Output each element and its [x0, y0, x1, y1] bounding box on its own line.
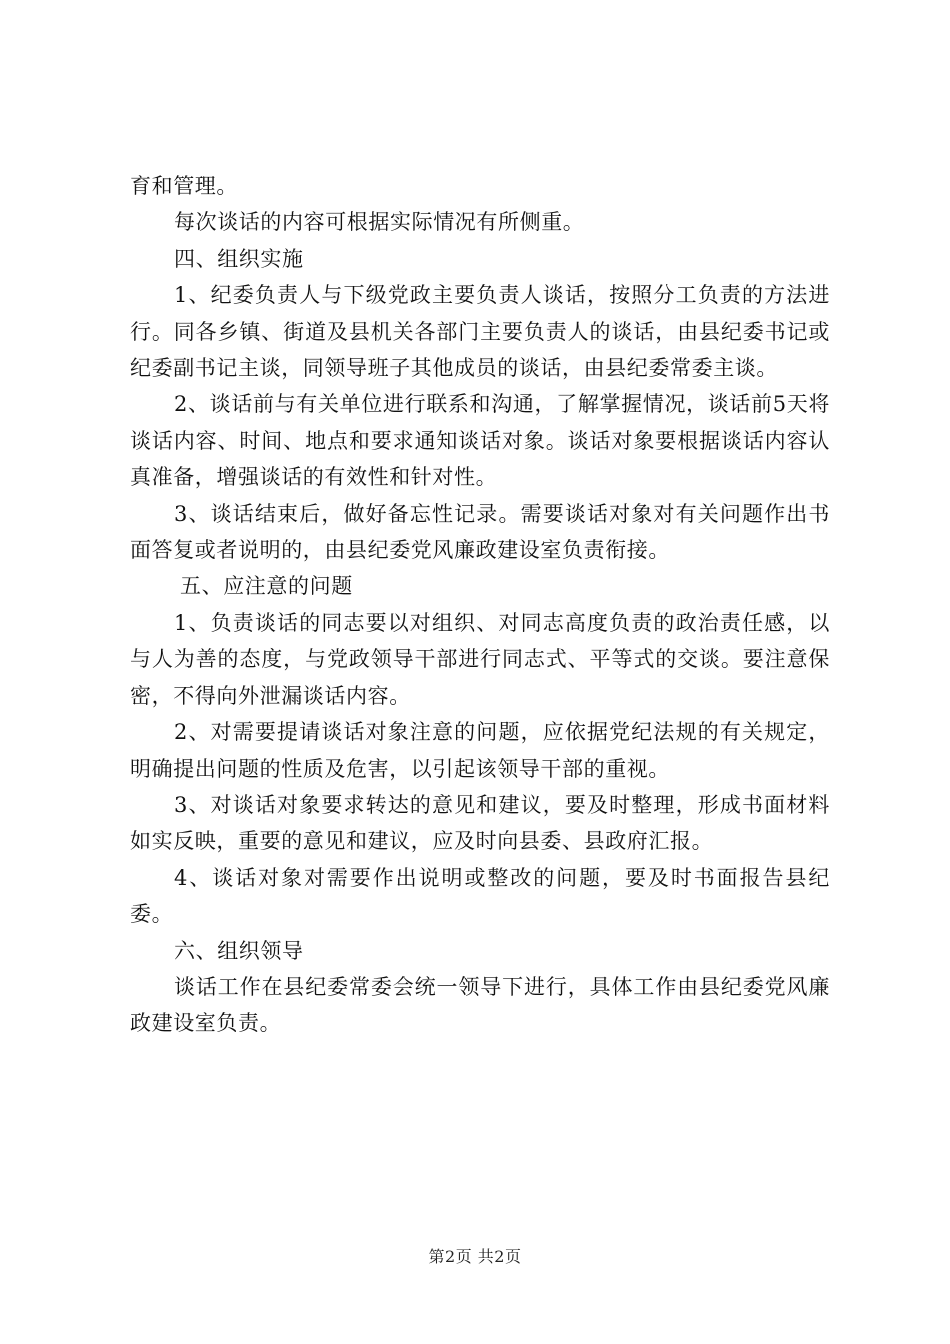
paragraph: 3、谈话结束后，做好备忘性记录。需要谈话对象对有关问题作出书面答复或者说明的，由县纪委党风廉政建设室负责衔接。	[130, 501, 830, 563]
section-heading: 六、组织领导	[174, 938, 304, 963]
document-body	[130, 168, 830, 1042]
paragraph: 谈话工作在县纪委常委会统一领导下进行，具体工作由县纪委党风廉政建设室负责。	[130, 974, 830, 1036]
paragraph: 1、负责谈话的同志要以对组织、对同志高度负责的政治责任感，以与人为善的态度，与党政领导干部进行同志式、平等式的交谈。要注意保密，不得向外泄漏谈话内容。	[130, 610, 830, 708]
paragraph: 每次谈话的内容可根据实际情况有所侧重。	[174, 210, 585, 235]
paragraph: 4、谈话对象对需要作出说明或整改的问题，要及时书面报告县纪委。	[130, 865, 830, 927]
section-heading: 四、组织实施	[174, 246, 304, 271]
paragraph: 3、对谈话对象要求转达的意见和建议，要及时整理，形成书面材料如实反映，重要的意见和建议，应及时向县委、县政府汇报。	[130, 792, 830, 854]
paragraph: 2、谈话前与有关单位进行联系和沟通，了解掌握情况，谈话前5天将谈话内容、时间、地点和要求通知谈话对象。谈话对象要根据谈话内容认真准备，增强谈话的有效性和针对性。	[130, 392, 830, 490]
paragraph-continuation: 育和管理。	[130, 174, 238, 198]
page-number-footer: 第2页 共2页	[428, 1247, 522, 1266]
paragraph: 1、纪委负责人与下级党政主要负责人谈话，按照分工负责的方法进行。同各乡镇、街道及县机关各部门主要负责人的谈话，由县纪委书记或纪委副书记主谈，同领导班子其他成员的谈话，由县纪委常委主谈。	[130, 283, 830, 381]
paragraph: 2、对需要提请谈话对象注意的问题，应依据党纪法规的有关规定，明确提出问题的性质及危害，以引起该领导干部的重视。	[130, 720, 830, 781]
section-heading: 五、应注意的问题	[180, 574, 353, 599]
